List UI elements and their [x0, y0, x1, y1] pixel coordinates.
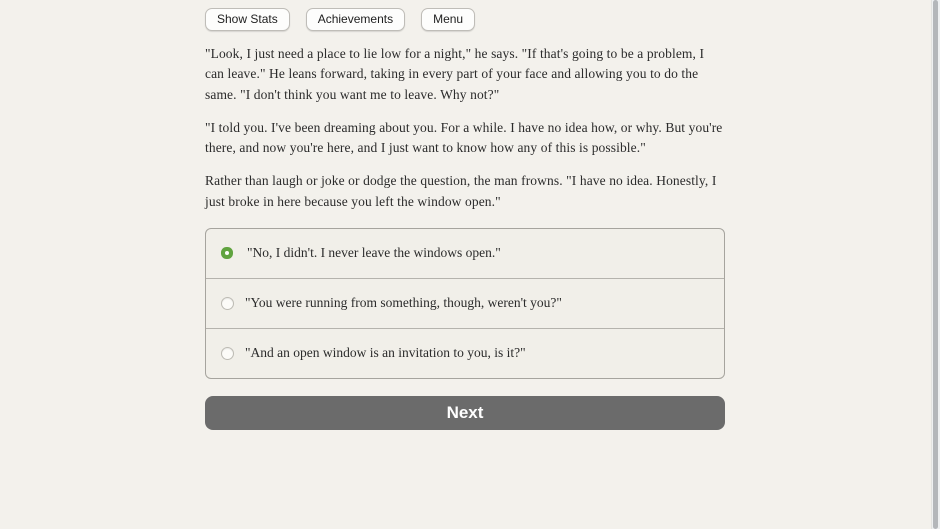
scrollbar-thumb[interactable]	[933, 0, 938, 529]
radio-button-icon[interactable]	[221, 347, 234, 360]
choice-option-label: "And an open window is an invitation to you, is it?"	[245, 344, 526, 360]
choice-option-1[interactable]	[206, 229, 724, 279]
choice-option-label: "No, I didn't. I never leave the windows open."	[247, 244, 501, 260]
achievements-button[interactable]: Achievements	[306, 8, 405, 31]
choice-option-2[interactable]	[206, 279, 724, 329]
choice-option-3[interactable]	[206, 329, 724, 378]
menu-button[interactable]: Menu	[421, 8, 475, 31]
story-text	[205, 44, 725, 212]
show-stats-button[interactable]: Show Stats	[205, 8, 290, 31]
next-button[interactable]: Next	[205, 396, 725, 430]
choice-option-label: "You were running from something, though, weren't you?"	[245, 294, 562, 310]
vertical-scrollbar[interactable]	[931, 0, 940, 529]
story-paragraph: "I told you. I've been dreaming about you. For a while. I have no idea how, or why. But you're there, and now you're here, and I just want to know how any of this is possible."	[205, 119, 723, 156]
radio-button-icon[interactable]	[221, 297, 234, 310]
radio-button-icon[interactable]	[225, 251, 229, 255]
game-content-column	[205, 8, 725, 430]
choice-list	[205, 228, 725, 379]
story-paragraph: "Look, I just need a place to lie low for a night," he says. "If that's going to be a problem, I can leave." He leans forward, taking in every part of your face and allowing you to do the same. "I don't think you want me to leave. Why not?"	[205, 46, 705, 102]
story-paragraph: Rather than laugh or joke or dodge the question, the man frowns. "I have no idea. Honestly, I just broke in here because you left the window open."	[205, 173, 717, 209]
toolbar	[205, 8, 725, 31]
